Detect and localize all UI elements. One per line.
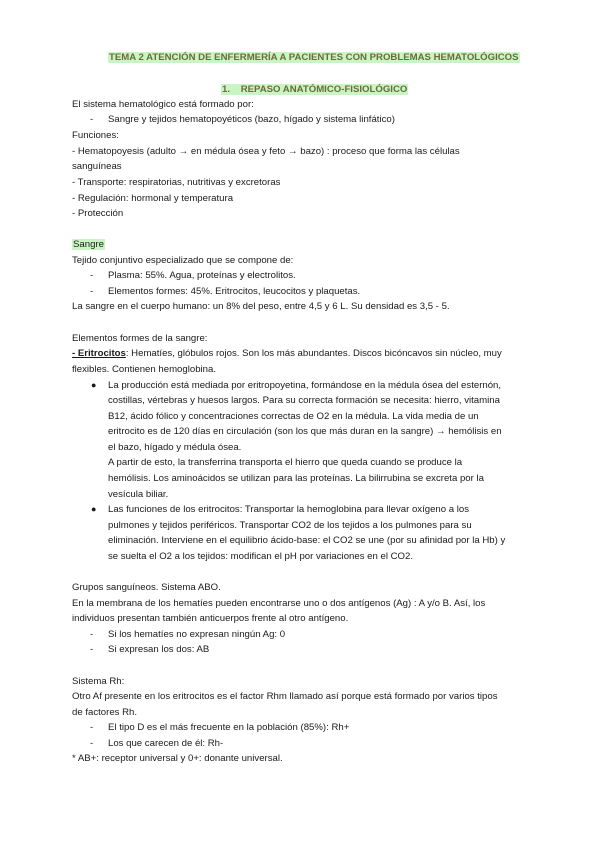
rh-item: El tipo D es el más frecuente en la población (85%): Rh+: [108, 722, 350, 733]
list-dash: -: [90, 738, 94, 749]
sangre-heading: Sangre: [73, 239, 104, 250]
intro-item: Sangre y tejidos hematopoyéticos (bazo, hígado y sistema linfático): [108, 114, 395, 125]
bullet1-line: costillas, vértebras y huesos largos. Para su correcta formación se necesita: hierro, vitamina: [108, 395, 500, 406]
funcion-line: - Hematopoyesis (adulto → en médula ósea y feto → bazo) : proceso que forma las células: [72, 146, 460, 157]
list-dash: -: [90, 629, 94, 640]
abo-heading: Grupos sanguíneos. Sistema ABO.: [72, 582, 221, 593]
intro-text: El sistema hematológico está formado por:: [72, 99, 254, 110]
section-heading: [221, 84, 408, 96]
bullet1-line: La producción está mediada por eritropoyetina, formándose en la médula ósea del esternón,: [108, 380, 502, 391]
sangre-item: Elementos formes: 45%. Eritrocitos, leucocitos y plaquetas.: [108, 286, 361, 297]
rh-heading: Sistema Rh:: [72, 676, 125, 687]
title-highlight: TEMA 2 ATENCIÓN DE ENFERMERÍA A PACIENTES CON PROBLEMAS HEMATOLÓGICOS: [109, 52, 519, 63]
bullet2-line: eliminación. Interviene en el equilibrio ácido-base: el CO2 se une (por su afinidad por la Hb) y: [108, 535, 506, 546]
bullet1-line: A partir de esto, la transferrina transporta el hierro que queda cuando se produce la: [108, 457, 463, 468]
document-title: [108, 52, 520, 64]
bullet-icon: ●: [91, 380, 97, 390]
abo-text: En la membrana de los hematíes pueden encontrarse uno o dos antígenos (Ag) : A y/o B. Así, los: [72, 598, 486, 609]
rh-note: * AB+: receptor universal y 0+: donante universal.: [72, 753, 283, 764]
sangre-definition: Tejido conjuntivo especializado que se compone de:: [72, 255, 294, 266]
bullet1-line: eritrocito es de 120 días en circulación (son los que más duran en la sangre) → hemólisis en: [108, 426, 502, 437]
bullet-icon: ●: [91, 504, 97, 514]
funcion-line: - Transporte: respiratorias, nutritivas y excretoras: [72, 177, 281, 188]
list-dash: -: [90, 644, 94, 655]
list-dash: -: [90, 286, 94, 297]
funcion-line: - Protección: [72, 208, 124, 219]
bullet2-line: pulmones y tejidos periféricos. Transportar CO2 de los tejidos a los pulmones para su: [108, 520, 472, 531]
list-dash: -: [90, 114, 94, 125]
bullet1-line: vesícula biliar.: [108, 489, 169, 500]
funcion-line: - Regulación: hormonal y temperatura: [72, 193, 234, 204]
abo-text: individuos presentan también anticuerpos frente al otro antígeno.: [72, 613, 349, 624]
list-dash: -: [90, 270, 94, 281]
abo-item: Si expresan los dos: AB: [108, 644, 210, 655]
bullet2-line: Las funciones de los eritrocitos: Transportar la hemoglobina para llevar oxígeno a los: [108, 504, 470, 515]
bullet1-line: B12, ácido fólico y concentraciones correctas de O2 en la médula. La vida media de un: [108, 411, 479, 422]
elementos-heading: Elementos formes de la sangre:: [72, 333, 208, 344]
sangre-total: La sangre en el cuerpo humano: un 8% del peso, entre 4,5 y 6 L. Su densidad es 3,5 - 5.: [72, 301, 450, 312]
list-dash: -: [90, 722, 94, 733]
sangre-item: Plasma: 55%. Agua, proteínas y electrolitos.: [108, 270, 296, 281]
funciones-label: Funciones:: [72, 130, 119, 141]
bullet1-line: el bazo, hígado y médula ósea.: [108, 442, 242, 453]
rh-text: Otro Af presente en los eritrocitos es el factor Rhm llamado así porque está formado por varios tipos: [72, 691, 498, 702]
rh-item: Los que carecen de él: Rh-: [108, 738, 224, 749]
eritrocitos-label: - Eritrocitos: [72, 348, 126, 359]
section-number: 1.: [222, 84, 231, 95]
eritrocitos-line: flexibles. Contienen hemoglobina.: [72, 364, 216, 375]
bullet1-line: hemólisis. Los aminoácidos se utilizan para las proteínas. La bilirrubina se excreta por la: [108, 473, 484, 484]
bullet2-line: se suelta el O2 a los tejidos: modifican el pH por variaciones en el CO2.: [108, 551, 414, 562]
abo-item: Si los hematíes no expresan ningún Ag: 0: [108, 629, 286, 640]
eritrocitos-line: - Eritrocitos: Hematíes, glóbulos rojos. Son los más abundantes. Discos bicóncavos sin núcleo, muy: [72, 348, 502, 359]
rh-text: de factores Rh.: [72, 707, 138, 718]
funcion-line: sanguíneas: [72, 161, 122, 172]
section-title: REPASO ANATÓMICO-FISIOLÓGICO: [240, 84, 408, 95]
